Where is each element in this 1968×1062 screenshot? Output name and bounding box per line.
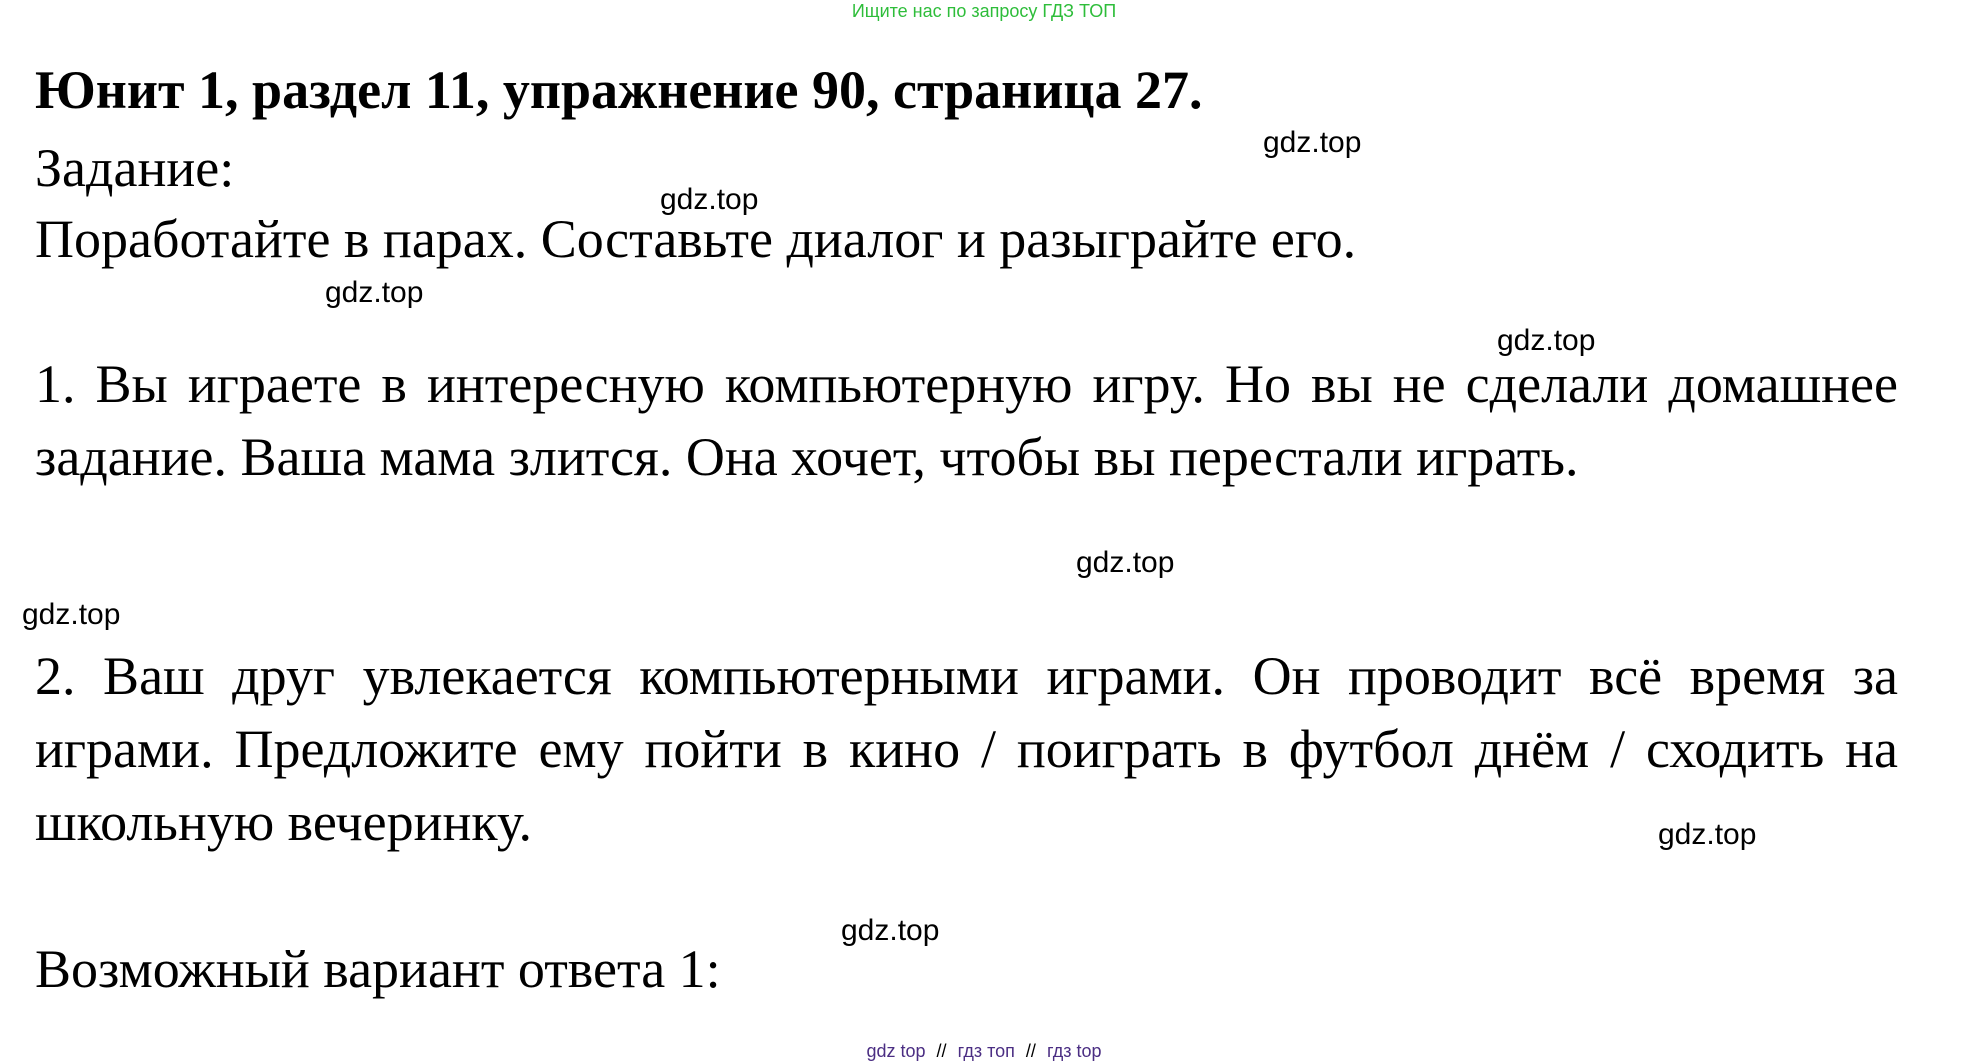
watermark: gdz.top [22,598,121,631]
task-instruction: Поработайте в парах. Составьте диалог и разыграйте его. [35,209,1357,269]
watermark: gdz.top [1076,546,1175,579]
watermark: gdz.top [325,276,424,309]
task-label: Задание: [35,138,235,198]
task-item-2: 2. Ваш друг увлекается компьютерными играми. Он проводит всё время за играми. Предложите ему пойти в кино / поиграть в футбол днём / сходить на школьную вечеринку. [35,646,1898,852]
watermark: gdz.top [1497,324,1596,357]
answer-label: Возможный вариант ответа 1: [35,939,721,999]
footer-links [0,1040,1968,1062]
footer-link-gdz-top[interactable]: gdz top [866,1041,926,1061]
watermark: gdz.top [1263,126,1362,159]
footer-separator: // [1025,1041,1036,1061]
task-item-1: 1. Вы играете в интересную компьютерную игру. Но вы не сделали домашнее задание. Ваша мама злится. Она хочет, чтобы вы перестали играть. [35,354,1898,487]
search-hint-banner: Ищите нас по запросу ГДЗ ТОП [851,1,1117,21]
watermark: gdz.top [1658,818,1757,851]
page-title: Юнит 1, раздел 11, упражнение 90, страница 27. [35,60,1203,120]
watermark: gdz.top [660,183,759,216]
watermark: gdz.top [841,914,940,947]
footer-separator: // [936,1041,947,1061]
footer-link-gdz-top-ru[interactable]: гдз топ [957,1041,1015,1061]
footer-link-gdz-top-mixed[interactable]: гдз top [1046,1041,1102,1061]
